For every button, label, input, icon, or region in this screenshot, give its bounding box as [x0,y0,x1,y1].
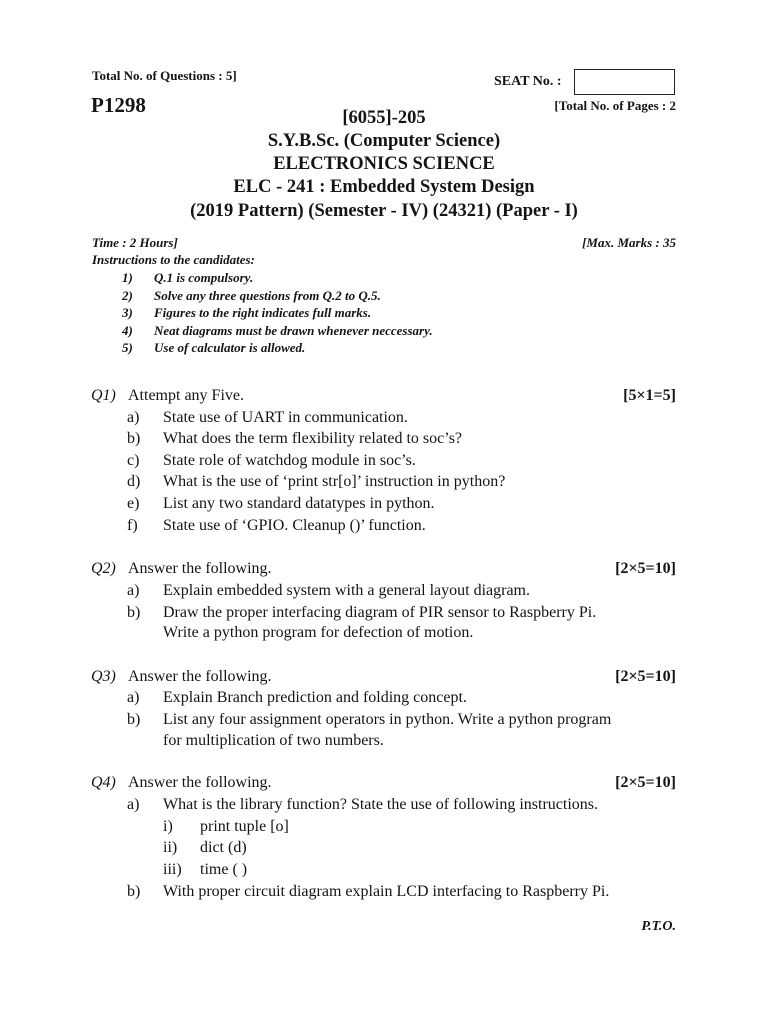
question-marks: [2×5=10] [615,668,676,685]
instruction-number: 1) [122,270,133,285]
item-text: State use of ‘GPIO. Cleanup ()’ function. [163,517,426,534]
instruction-number: 4) [122,323,133,338]
item-text: What is the use of ‘print str[o]’ instruction in python? [163,473,506,490]
item-label: b) [127,430,141,447]
item-label: b) [127,604,141,621]
time-allowed: Time : 2 Hours] [92,235,178,250]
item-label: f) [127,517,138,534]
course-name: S.Y.B.Sc. (Computer Science) [267,131,501,151]
question-title: Answer the following. [128,668,272,685]
item-text-continued: for multiplication of two numbers. [163,732,384,749]
sub-item-text: print tuple [o] [200,818,289,835]
instruction-text: Use of calculator is allowed. [154,340,306,355]
item-text: List any four assignment operators in python. Write a python program [163,711,612,728]
instruction-text: Figures to the right indicates full marks. [154,305,372,320]
total-pages: [Total No. of Pages : 2 [554,98,676,113]
question-number: Q1) [91,387,116,404]
instruction-text: Solve any three questions from Q.2 to Q.5. [154,288,381,303]
item-text: State role of watchdog module in soc’s. [163,452,416,469]
instructions-title: Instructions to the candidates: [92,252,255,267]
question-marks: [5×1=5] [623,387,676,404]
total-questions: Total No. of Questions : 5] [92,68,237,83]
item-label: b) [127,711,141,728]
paper-title: ELC - 241 : Embedded System Design [233,177,535,197]
question-title: Answer the following. [128,560,272,577]
seat-number-label: SEAT No. : [494,74,562,89]
sub-item-label: i) [163,818,173,835]
item-text: With proper circuit diagram explain LCD interfacing to Raspberry Pi. [163,883,610,900]
please-turn-over: P.T.O. [641,919,676,934]
item-text: State use of UART in communication. [163,409,408,426]
seat-number-box [574,69,675,95]
question-marks: [2×5=10] [615,560,676,577]
item-label: d) [127,473,141,490]
sub-item-label: ii) [163,839,178,856]
item-text: Explain embedded system with a general layout diagram. [163,582,530,599]
question-number: Q2) [91,560,116,577]
subject-name: ELECTRONICS SCIENCE [273,154,495,174]
instruction-text: Neat diagrams must be drawn whenever neccessary. [154,323,433,338]
item-text-continued: Write a python program for defection of motion. [163,624,474,641]
instruction-number: 2) [122,288,133,303]
question-number: Q3) [91,668,116,685]
question-title: Answer the following. [128,774,272,791]
sub-item-text: time ( ) [200,861,248,878]
item-text: List any two standard datatypes in python. [163,495,435,512]
item-label: e) [127,495,140,512]
item-text: Explain Branch prediction and folding concept. [163,689,467,706]
item-label: a) [127,409,140,426]
question-marks: [2×5=10] [615,774,676,791]
item-label: b) [127,883,141,900]
instruction-text: Q.1 is compulsory. [154,270,254,285]
item-label: c) [127,452,140,469]
question-title: Attempt any Five. [128,387,244,404]
item-label: a) [127,582,140,599]
sub-item-label: iii) [163,861,182,878]
exam-code: [6055]-205 [342,108,426,128]
paper-code: P1298 [91,93,146,117]
question-number: Q4) [91,774,116,791]
item-text: What is the library function? State the use of following instructions. [163,796,599,813]
pattern-line: (2019 Pattern) (Semester - IV) (24321) (Paper - I) [190,201,578,221]
instruction-number: 5) [122,340,133,355]
item-label: a) [127,689,140,706]
item-label: a) [127,796,140,813]
item-text: What does the term flexibility related to soc’s? [163,430,463,447]
sub-item-text: dict (d) [200,839,247,856]
instruction-number: 3) [122,305,133,320]
item-text: Draw the proper interfacing diagram of PIR sensor to Raspberry Pi. [163,604,597,621]
max-marks: [Max. Marks : 35 [582,235,676,250]
